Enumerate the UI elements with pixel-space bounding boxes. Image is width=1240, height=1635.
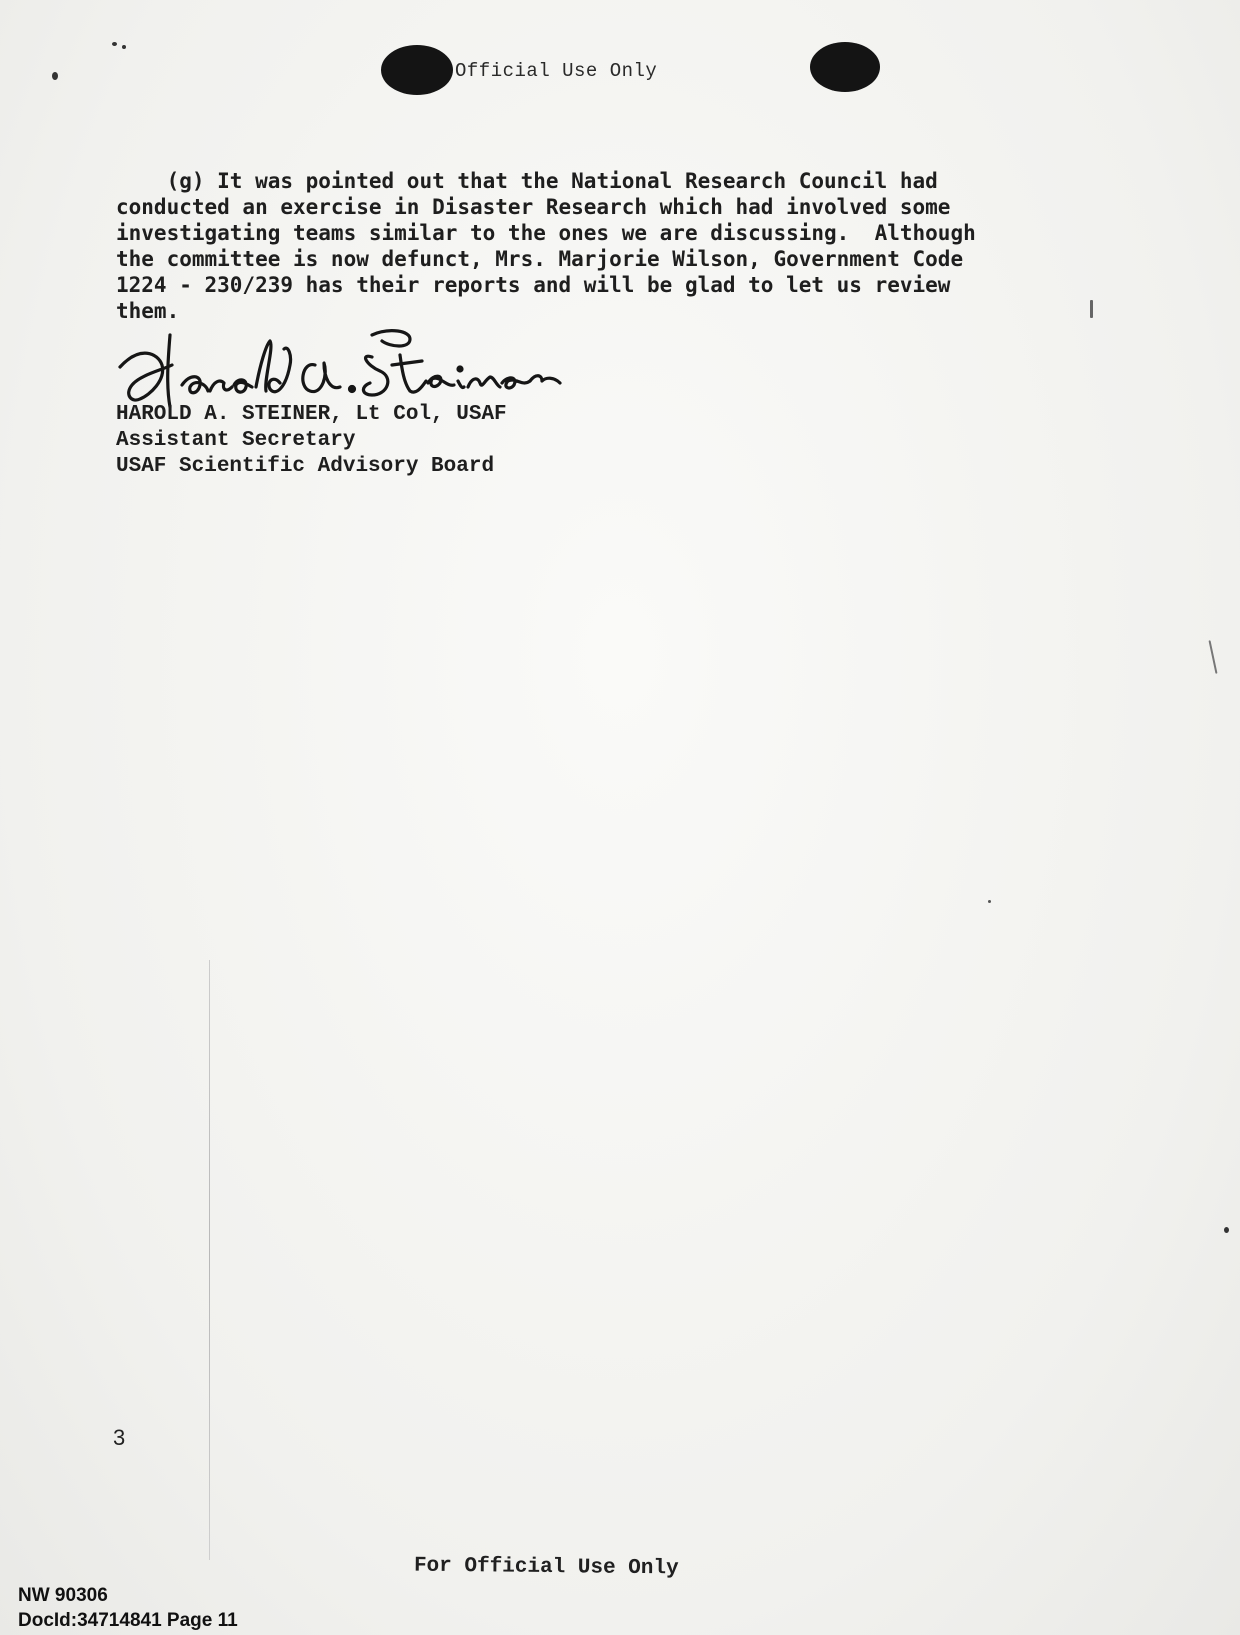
record-number: NW 90306	[18, 1585, 108, 1606]
header-classification: Official Use Only	[455, 60, 658, 82]
body-paragraph	[116, 168, 1016, 324]
margin-line	[209, 960, 210, 1560]
paragraph-line: investigating teams similar to the ones we are discussing. Although	[116, 221, 976, 245]
scan-speck	[112, 42, 117, 46]
signature-block	[116, 402, 507, 480]
punch-hole-left	[381, 45, 453, 95]
archive-stamp	[18, 1583, 238, 1633]
scan-speck	[1224, 1227, 1229, 1233]
doc-id-page: DocId:34714841 Page 11	[18, 1610, 238, 1631]
scan-speck	[1208, 640, 1217, 674]
footer-classification: For Official Use Only	[413, 1554, 679, 1581]
scan-speck	[988, 900, 991, 903]
scan-speck	[1090, 300, 1093, 318]
paragraph-line: conducted an exercise in Disaster Research which had involved some	[116, 195, 951, 219]
paragraph-line: (g) It was pointed out that the National Research Council had	[116, 169, 938, 193]
paragraph-line: 1224 - 230/239 has their reports and will be glad to let us review	[116, 273, 951, 297]
signer-title: Assistant Secretary	[116, 429, 356, 452]
signer-name: HAROLD A. STEINER, Lt Col, USAF	[116, 403, 507, 426]
punch-hole-right	[810, 42, 880, 92]
signer-organization: USAF Scientific Advisory Board	[116, 455, 495, 478]
paragraph-line: the committee is now defunct, Mrs. Marjorie Wilson, Government Code	[116, 247, 964, 271]
scan-speck	[122, 45, 126, 49]
page-number: 3	[113, 1425, 126, 1450]
scan-speck	[52, 72, 58, 80]
paragraph-line: them.	[116, 299, 180, 323]
